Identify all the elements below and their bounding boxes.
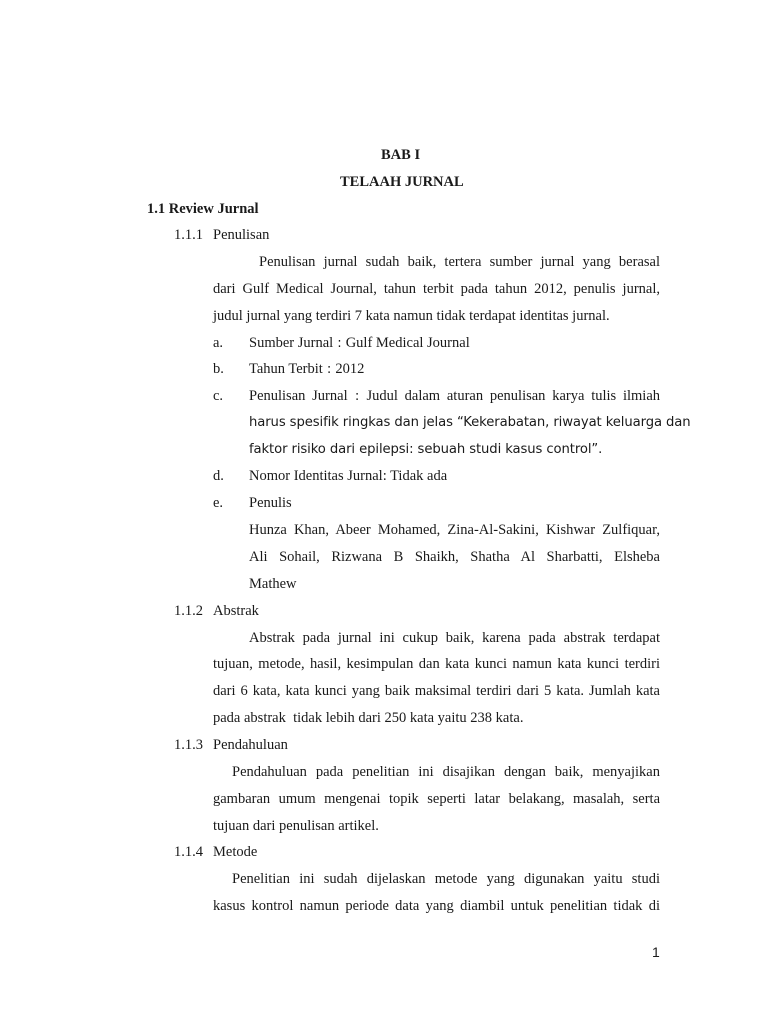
list-item-e-label: Penulis <box>249 495 292 511</box>
subsection-pendahuluan-number: 1.1.3 <box>174 737 203 753</box>
list-item-b <box>249 361 364 378</box>
abstrak-paragraph-line-2: tujuan, metode, hasil, kesimpulan dan kata kunci namun kata kunci terdiri <box>213 656 660 672</box>
list-item-a-marker: a. <box>213 335 224 351</box>
subsection-pendahuluan-title: Pendahuluan <box>213 737 288 753</box>
list-item-c-label: Penulisan Jurnal <box>249 388 348 404</box>
metode-paragraph-line-1: Penelitian ini sudah dijelaskan metode yang digunakan yaitu studi <box>232 871 660 887</box>
subsection-abstrak-title: Abstrak <box>213 603 259 619</box>
pendahuluan-paragraph-line-1: Pendahuluan pada penelitian ini disajikan dengan baik, menyajikan <box>232 764 660 780</box>
section-heading <box>147 201 259 218</box>
list-item-b-value: 2012 <box>335 361 365 377</box>
list-item-d-text: Nomor Identitas Jurnal: Tidak ada <box>249 468 448 484</box>
subsection-abstrak-number: 1.1.2 <box>174 603 203 619</box>
list-item-c-separator: : <box>347 389 367 404</box>
list-item-a-label: Sumber Jurnal <box>249 335 334 351</box>
abstrak-paragraph-line-1: Abstrak pada jurnal ini cukup baik, karena pada abstrak terdapat <box>249 630 660 646</box>
list-item-c-line-2: harus spesifik ringkas dan jelas “Kekerabatan, riwayat keluarga dan <box>249 415 691 430</box>
abstrak-paragraph-line-4: pada abstrak tidak lebih dari 250 kata yaitu 238 kata. <box>213 710 524 726</box>
authors-line-3: Mathew <box>249 576 297 592</box>
list-item-a <box>249 335 470 352</box>
section-title: Review Jurnal <box>168 201 259 217</box>
list-item-b-marker: b. <box>213 361 224 377</box>
authors-line-1: Hunza Khan, Abeer Mohamed, Zina-Al-Sakini, Kishwar Zulfiquar, <box>249 522 660 538</box>
pendahuluan-paragraph-line-3: tujuan dari penulisan artikel. <box>213 818 379 834</box>
list-item-c-value: Judul dalam aturan penulisan karya tulis ilmiah <box>366 388 660 404</box>
penulisan-paragraph-line-1: Penulisan jurnal sudah baik, tertera sumber jurnal yang berasal <box>259 254 660 270</box>
list-item-c-line-3: faktor risiko dari epilepsi: sebuah studi kasus control”. <box>249 442 603 457</box>
page-number: 1 <box>652 944 660 960</box>
list-item-e-marker: e. <box>213 495 224 511</box>
chapter-heading: BAB I <box>381 147 421 163</box>
list-item-b-separator: : <box>322 362 336 377</box>
subsection-metode-title: Metode <box>213 844 258 860</box>
list-item-b-label: Tahun Terbit <box>249 361 323 377</box>
list-item-a-value: Gulf Medical Journal <box>345 335 470 351</box>
list-item-c-marker: c. <box>213 388 224 404</box>
subsection-metode-number: 1.1.4 <box>174 844 203 860</box>
section-number: 1.1 <box>147 201 166 217</box>
list-item-d-marker: d. <box>213 468 224 484</box>
list-item-c-line-1 <box>249 388 660 405</box>
penulisan-paragraph-line-2: dari Gulf Medical Journal, tahun terbit pada tahun 2012, penulis jurnal, <box>213 281 660 297</box>
metode-paragraph-line-2: kasus kontrol namun periode data yang diambil untuk penelitian tidak di <box>213 898 660 914</box>
authors-line-2: Ali Sohail, Rizwana B Shaikh, Shatha Al Sharbatti, Elsheba <box>249 549 660 565</box>
pendahuluan-paragraph-line-2: gambaran umum mengenai topik seperti latar belakang, masalah, serta <box>213 791 660 807</box>
subsection-penulisan-title: Penulisan <box>213 227 270 243</box>
chapter-title: TELAAH JURNAL <box>340 174 464 190</box>
subsection-penulisan-number: 1.1.1 <box>174 227 203 243</box>
list-item-a-separator: : <box>333 336 346 351</box>
penulisan-paragraph-line-3: judul jurnal yang terdiri 7 kata namun tidak terdapat identitas jurnal. <box>213 308 610 324</box>
abstrak-paragraph-line-3: dari 6 kata, kata kunci yang baik maksimal terdiri dari 5 kata. Jumlah kata <box>213 683 660 699</box>
